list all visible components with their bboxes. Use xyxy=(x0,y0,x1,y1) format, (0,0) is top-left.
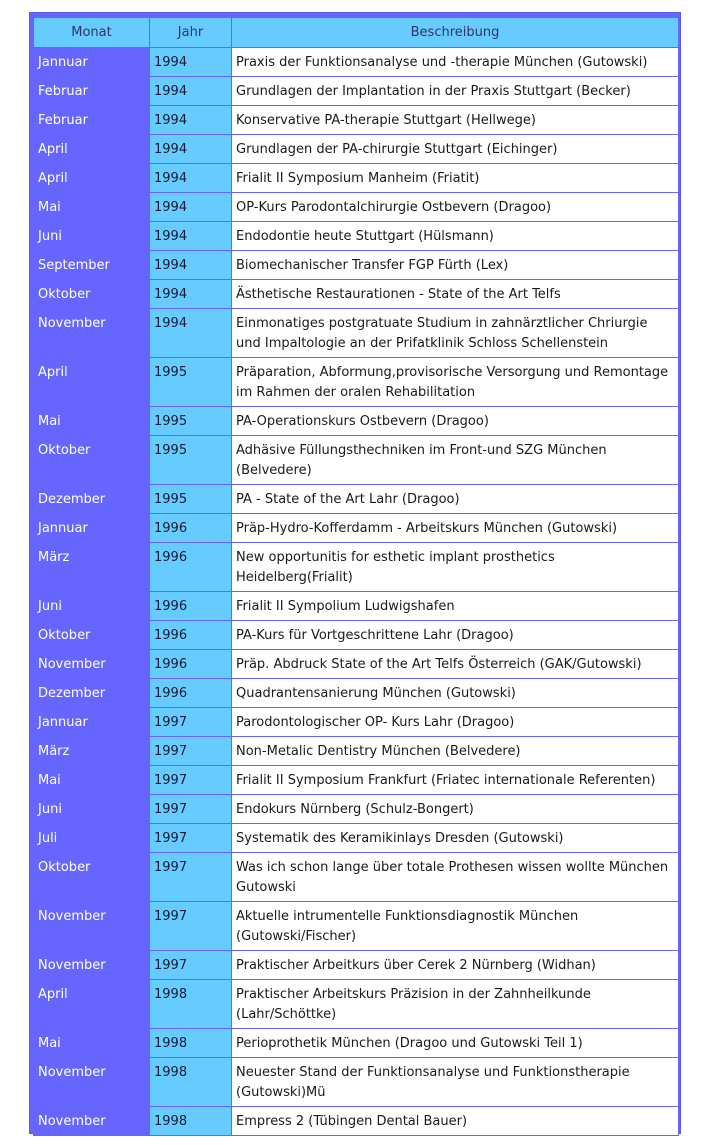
month-cell: Dezember xyxy=(34,679,150,708)
month-cell: Oktober xyxy=(34,436,150,485)
month-cell: April xyxy=(34,135,150,164)
description-cell: Ästhetische Restaurationen - State of the Art Telfs xyxy=(232,280,679,309)
year-cell: 1995 xyxy=(150,436,232,485)
year-cell: 1994 xyxy=(150,193,232,222)
year-cell: 1997 xyxy=(150,737,232,766)
table-row xyxy=(34,193,679,222)
description-cell: Aktuelle intrumentelle Funktionsdiagnostik München (Gutowski/Fischer) xyxy=(232,902,679,951)
month-cell: November xyxy=(34,951,150,980)
year-cell: 1994 xyxy=(150,222,232,251)
table-row xyxy=(34,543,679,592)
description-cell: Neuester Stand der Funktionsanalyse und Funktionstherapie (Gutowski)Mü xyxy=(232,1058,679,1107)
table-row xyxy=(34,407,679,436)
description-cell: New opportunitis for esthetic implant prosthetics Heidelberg(Frialit) xyxy=(232,543,679,592)
table-row xyxy=(34,824,679,853)
year-cell: 1996 xyxy=(150,650,232,679)
year-cell: 1996 xyxy=(150,592,232,621)
month-cell: September xyxy=(34,251,150,280)
description-cell: Präp-Hydro-Kofferdamm - Arbeitskurs München (Gutowski) xyxy=(232,514,679,543)
year-cell: 1997 xyxy=(150,708,232,737)
year-cell: 1997 xyxy=(150,766,232,795)
table-row xyxy=(34,280,679,309)
description-cell: Einmonatiges postgratuate Studium in zahnärztlicher Chriurgie und Impaltologie an der Prifatklinik Schloss Schellenstein xyxy=(232,309,679,358)
year-cell: 1994 xyxy=(150,280,232,309)
year-cell: 1994 xyxy=(150,135,232,164)
month-cell: Jannuar xyxy=(34,48,150,77)
description-cell: Praxis der Funktionsanalyse und -therapie München (Gutowski) xyxy=(232,48,679,77)
description-cell: Adhäsive Füllungsthechniken im Front-und SZG München (Belvedere) xyxy=(232,436,679,485)
table-row xyxy=(34,980,679,1029)
description-cell: Biomechanischer Transfer FGP Fürth (Lex) xyxy=(232,251,679,280)
month-cell: Juli xyxy=(34,824,150,853)
year-cell: 1998 xyxy=(150,980,232,1029)
month-cell: Mai xyxy=(34,407,150,436)
year-cell: 1997 xyxy=(150,824,232,853)
table-row xyxy=(34,77,679,106)
table-row xyxy=(34,164,679,193)
year-cell: 1996 xyxy=(150,514,232,543)
description-cell: Konservative PA-therapie Stuttgart (Hellwege) xyxy=(232,106,679,135)
year-cell: 1994 xyxy=(150,251,232,280)
description-cell: PA - State of the Art Lahr (Dragoo) xyxy=(232,485,679,514)
description-cell: Quadrantensanierung München (Gutowski) xyxy=(232,679,679,708)
description-cell: Präp. Abdruck State of the Art Telfs Österreich (GAK/Gutowski) xyxy=(232,650,679,679)
table-row xyxy=(34,795,679,824)
description-cell: Endodontie heute Stuttgart (Hülsmann) xyxy=(232,222,679,251)
table-row xyxy=(34,592,679,621)
year-cell: 1997 xyxy=(150,853,232,902)
month-cell: November xyxy=(34,309,150,358)
year-cell: 1994 xyxy=(150,164,232,193)
year-cell: 1997 xyxy=(150,951,232,980)
year-cell: 1995 xyxy=(150,485,232,514)
description-cell: PA-Operationskurs Ostbevern (Dragoo) xyxy=(232,407,679,436)
month-cell: Mai xyxy=(34,1029,150,1058)
header-month: Monat xyxy=(34,18,150,48)
month-cell: Dezember xyxy=(34,485,150,514)
month-cell: Februar xyxy=(34,77,150,106)
year-cell: 1994 xyxy=(150,77,232,106)
description-cell: Frialit II Symposium Manheim (Friatit) xyxy=(232,164,679,193)
table-row xyxy=(34,853,679,902)
year-cell: 1996 xyxy=(150,621,232,650)
table-row xyxy=(34,621,679,650)
header-description: Beschreibung xyxy=(232,18,679,48)
description-cell: Praktischer Arbeitskurs Präzision in der Zahnheilkunde (Lahr/Schöttke) xyxy=(232,980,679,1029)
year-cell: 1994 xyxy=(150,106,232,135)
description-cell: Praktischer Arbeitkurs über Cerek 2 Nürnberg (Widhan) xyxy=(232,951,679,980)
month-cell: November xyxy=(34,1107,150,1136)
month-cell: Oktober xyxy=(34,621,150,650)
month-cell: Juni xyxy=(34,222,150,251)
year-cell: 1994 xyxy=(150,48,232,77)
course-table xyxy=(33,17,679,1136)
table-row xyxy=(34,135,679,164)
year-cell: 1994 xyxy=(150,309,232,358)
year-cell: 1996 xyxy=(150,679,232,708)
description-cell: Endokurs Nürnberg (Schulz-Bongert) xyxy=(232,795,679,824)
month-cell: Jannuar xyxy=(34,514,150,543)
description-cell: Frialit II Symposium Frankfurt (Friatec internationale Referenten) xyxy=(232,766,679,795)
description-cell: Perioprothetik München (Dragoo und Gutowski Teil 1) xyxy=(232,1029,679,1058)
description-cell: Grundlagen der Implantation in der Praxis Stuttgart (Becker) xyxy=(232,77,679,106)
table-row xyxy=(34,436,679,485)
description-cell: Frialit II Sympolium Ludwigshafen xyxy=(232,592,679,621)
month-cell: Mai xyxy=(34,766,150,795)
year-cell: 1998 xyxy=(150,1029,232,1058)
year-cell: 1996 xyxy=(150,543,232,592)
description-cell: Parodontologischer OP- Kurs Lahr (Dragoo) xyxy=(232,708,679,737)
month-cell: Oktober xyxy=(34,280,150,309)
description-cell: Grundlagen der PA-chirurgie Stuttgart (Eichinger) xyxy=(232,135,679,164)
table-row xyxy=(34,106,679,135)
year-cell: 1998 xyxy=(150,1107,232,1136)
month-cell: Mai xyxy=(34,193,150,222)
table-row xyxy=(34,485,679,514)
description-cell: Was ich schon lange über totale Prothesen wissen wollte München Gutowski xyxy=(232,853,679,902)
description-cell: Systematik des Keramikinlays Dresden (Gutowski) xyxy=(232,824,679,853)
description-cell: Non-Metalic Dentistry München (Belvedere) xyxy=(232,737,679,766)
month-cell: Februar xyxy=(34,106,150,135)
month-cell: November xyxy=(34,650,150,679)
table-row xyxy=(34,1029,679,1058)
month-cell: Oktober xyxy=(34,853,150,902)
month-cell: November xyxy=(34,1058,150,1107)
table-row xyxy=(34,737,679,766)
year-cell: 1995 xyxy=(150,407,232,436)
table-row xyxy=(34,766,679,795)
month-cell: März xyxy=(34,737,150,766)
table-row xyxy=(34,309,679,358)
month-cell: Jannuar xyxy=(34,708,150,737)
month-cell: März xyxy=(34,543,150,592)
description-cell: PA-Kurs für Vortgeschrittene Lahr (Dragoo) xyxy=(232,621,679,650)
table-row xyxy=(34,251,679,280)
year-cell: 1998 xyxy=(150,1058,232,1107)
description-cell: Präparation, Abformung,provisorische Versorgung und Remontage im Rahmen der oralen Rehabilitation xyxy=(232,358,679,407)
table-row xyxy=(34,1107,679,1136)
month-cell: November xyxy=(34,902,150,951)
description-cell: Empress 2 (Tübingen Dental Bauer) xyxy=(232,1107,679,1136)
table-row xyxy=(34,708,679,737)
year-cell: 1997 xyxy=(150,902,232,951)
table-row xyxy=(34,1058,679,1107)
year-cell: 1995 xyxy=(150,358,232,407)
table-row xyxy=(34,358,679,407)
table-frame xyxy=(29,12,681,1134)
month-cell: April xyxy=(34,358,150,407)
month-cell: Juni xyxy=(34,795,150,824)
table-row xyxy=(34,650,679,679)
table-row xyxy=(34,48,679,77)
description-cell: OP-Kurs Parodontalchirurgie Ostbevern (Dragoo) xyxy=(232,193,679,222)
year-cell: 1997 xyxy=(150,795,232,824)
table-header-row xyxy=(34,18,679,48)
month-cell: Juni xyxy=(34,592,150,621)
month-cell: April xyxy=(34,980,150,1029)
table-row xyxy=(34,951,679,980)
table-row xyxy=(34,514,679,543)
month-cell: April xyxy=(34,164,150,193)
table-row xyxy=(34,902,679,951)
table-row xyxy=(34,222,679,251)
header-year: Jahr xyxy=(150,18,232,48)
table-row xyxy=(34,679,679,708)
